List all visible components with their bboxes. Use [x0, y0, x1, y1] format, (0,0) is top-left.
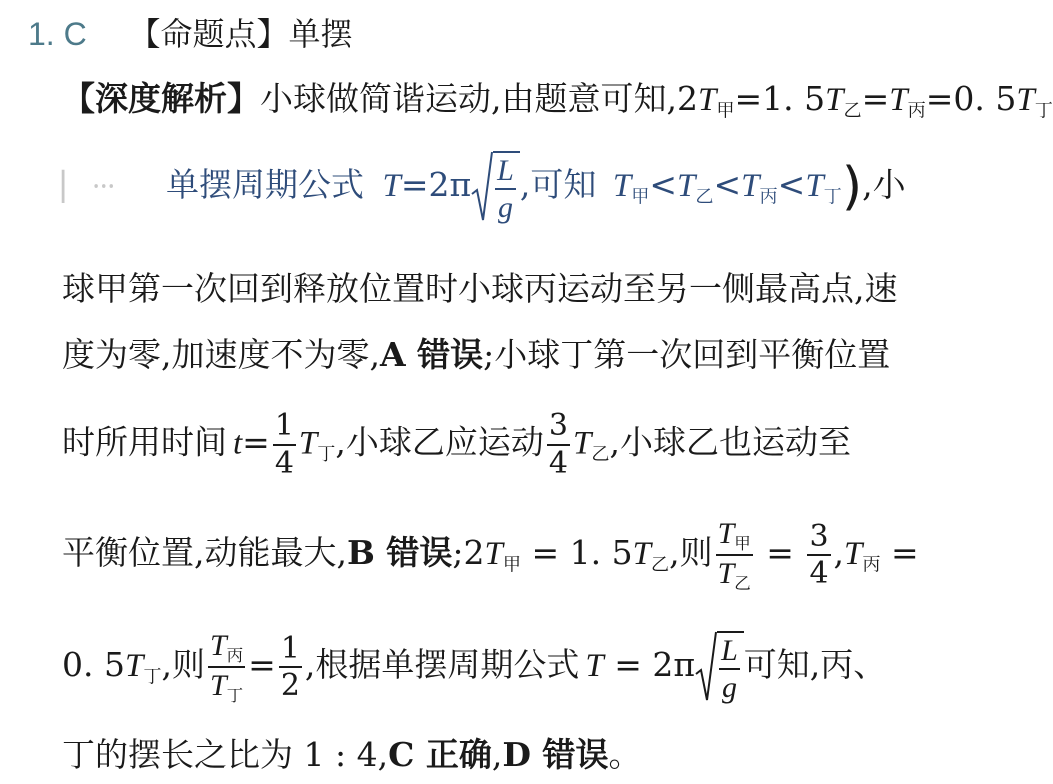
tail-text: ,小: [862, 165, 906, 204]
fraction-L-g: $\frac{L}{g}$: [721, 633, 738, 705]
answer-label: 1. C: [28, 16, 87, 52]
period-formula-text: 单摆周期公式: [165, 165, 364, 204]
sub-bing: 丙: [907, 100, 926, 122]
fraction-3-4: $\frac{3}{4}$: [548, 408, 569, 481]
fraction-Tbing-Tding: $\frac{T_丙}{T_丁}$: [209, 629, 244, 705]
analysis-line-8: 丁的摆长之比为 1 : 4,C 正确,D 错误。: [62, 735, 642, 774]
fraction-L-g: $\frac{L}{g}$: [497, 153, 514, 224]
option-b-verdict: B 错误: [346, 533, 453, 573]
fraction-Tjia-Tyi: $\frac{T_甲}{T_乙}$: [717, 517, 751, 593]
var-T: T: [382, 168, 401, 204]
radical-sign-icon: [695, 630, 717, 704]
smudge: ▏ ⸱⸱⸱: [62, 170, 115, 203]
formula-left: =2π: [400, 165, 472, 204]
radical-sign-icon: [471, 150, 493, 224]
fraction-1-4: $\frac{1}{4}$: [274, 408, 294, 481]
eq-text: =: [861, 79, 890, 118]
var-t: t: [233, 425, 243, 462]
sub-ding: 丁: [1034, 100, 1053, 122]
analysis-line-5: 时所用时间 t= $\frac{1}{4}$ $T_丁$,小球乙应运动 $\frac{3}{4}$ $T_乙$,小球乙也运动至: [62, 408, 852, 481]
var-T: T: [825, 82, 844, 118]
fraction-3-4: $\frac{3}{4}$: [809, 518, 829, 592]
topic-label: 【命题点】单摆: [128, 16, 353, 52]
text-ke-zhi: ,可知: [519, 165, 597, 204]
option-d-verdict: D 错误: [502, 735, 609, 774]
var-T: T: [1016, 82, 1035, 118]
analysis-line-1: [62, 79, 1053, 122]
close-paren: ): [841, 157, 863, 217]
analysis-line-3: 球甲第一次回到释放位置时小球丙运动至另一侧最高点,速: [62, 269, 898, 308]
sqrt-formula: [471, 150, 520, 224]
analysis-line-7: 0. $5T_丁$,则 $\frac{T_丙}{T_丁}$ = $\frac{1}{2}$ ,根据单摆周期公式 T = 2π $\frac{L}{g}$ 可知,丙、: [62, 629, 887, 705]
var-T: T: [889, 82, 908, 118]
analysis-line-4: 度为零,加速度不为零,A 错误;小球丁第一次回到平衡位置: [62, 335, 891, 374]
header-line: [28, 18, 352, 50]
var-T: T: [697, 82, 717, 118]
option-a-verdict: A 错误: [379, 335, 484, 374]
sub-yi: 乙: [843, 100, 862, 122]
analysis-text: 小球做简谐运动,由题意可知,: [260, 79, 677, 118]
analysis-tag: 【深度解析】: [62, 79, 260, 118]
sub-jia: 甲: [716, 100, 735, 122]
eq-text: =0. 5: [925, 79, 1017, 118]
option-c-verdict: C 正确: [388, 735, 492, 774]
analysis-line-2: ▏ ⸱⸱⸱ 单摆周期公式 T=2π $\frac{L}{g}$ ,可知 $T_甲<T_乙<T_丙<T_丁$),小: [62, 150, 906, 224]
fraction-1-2: $\frac{1}{2}$: [280, 630, 300, 704]
analysis-line-6: 平衡位置,动能最大,B 错误$;2T_甲 = 1$. $5T_乙$,则 $\frac{T_甲}{T_乙}$ = $\frac{3}{4}$ $,T_丙$ =: [62, 517, 919, 593]
sqrt-formula: [695, 630, 744, 704]
eq-text: =1. 5: [734, 79, 826, 118]
coef: 2: [676, 79, 698, 118]
